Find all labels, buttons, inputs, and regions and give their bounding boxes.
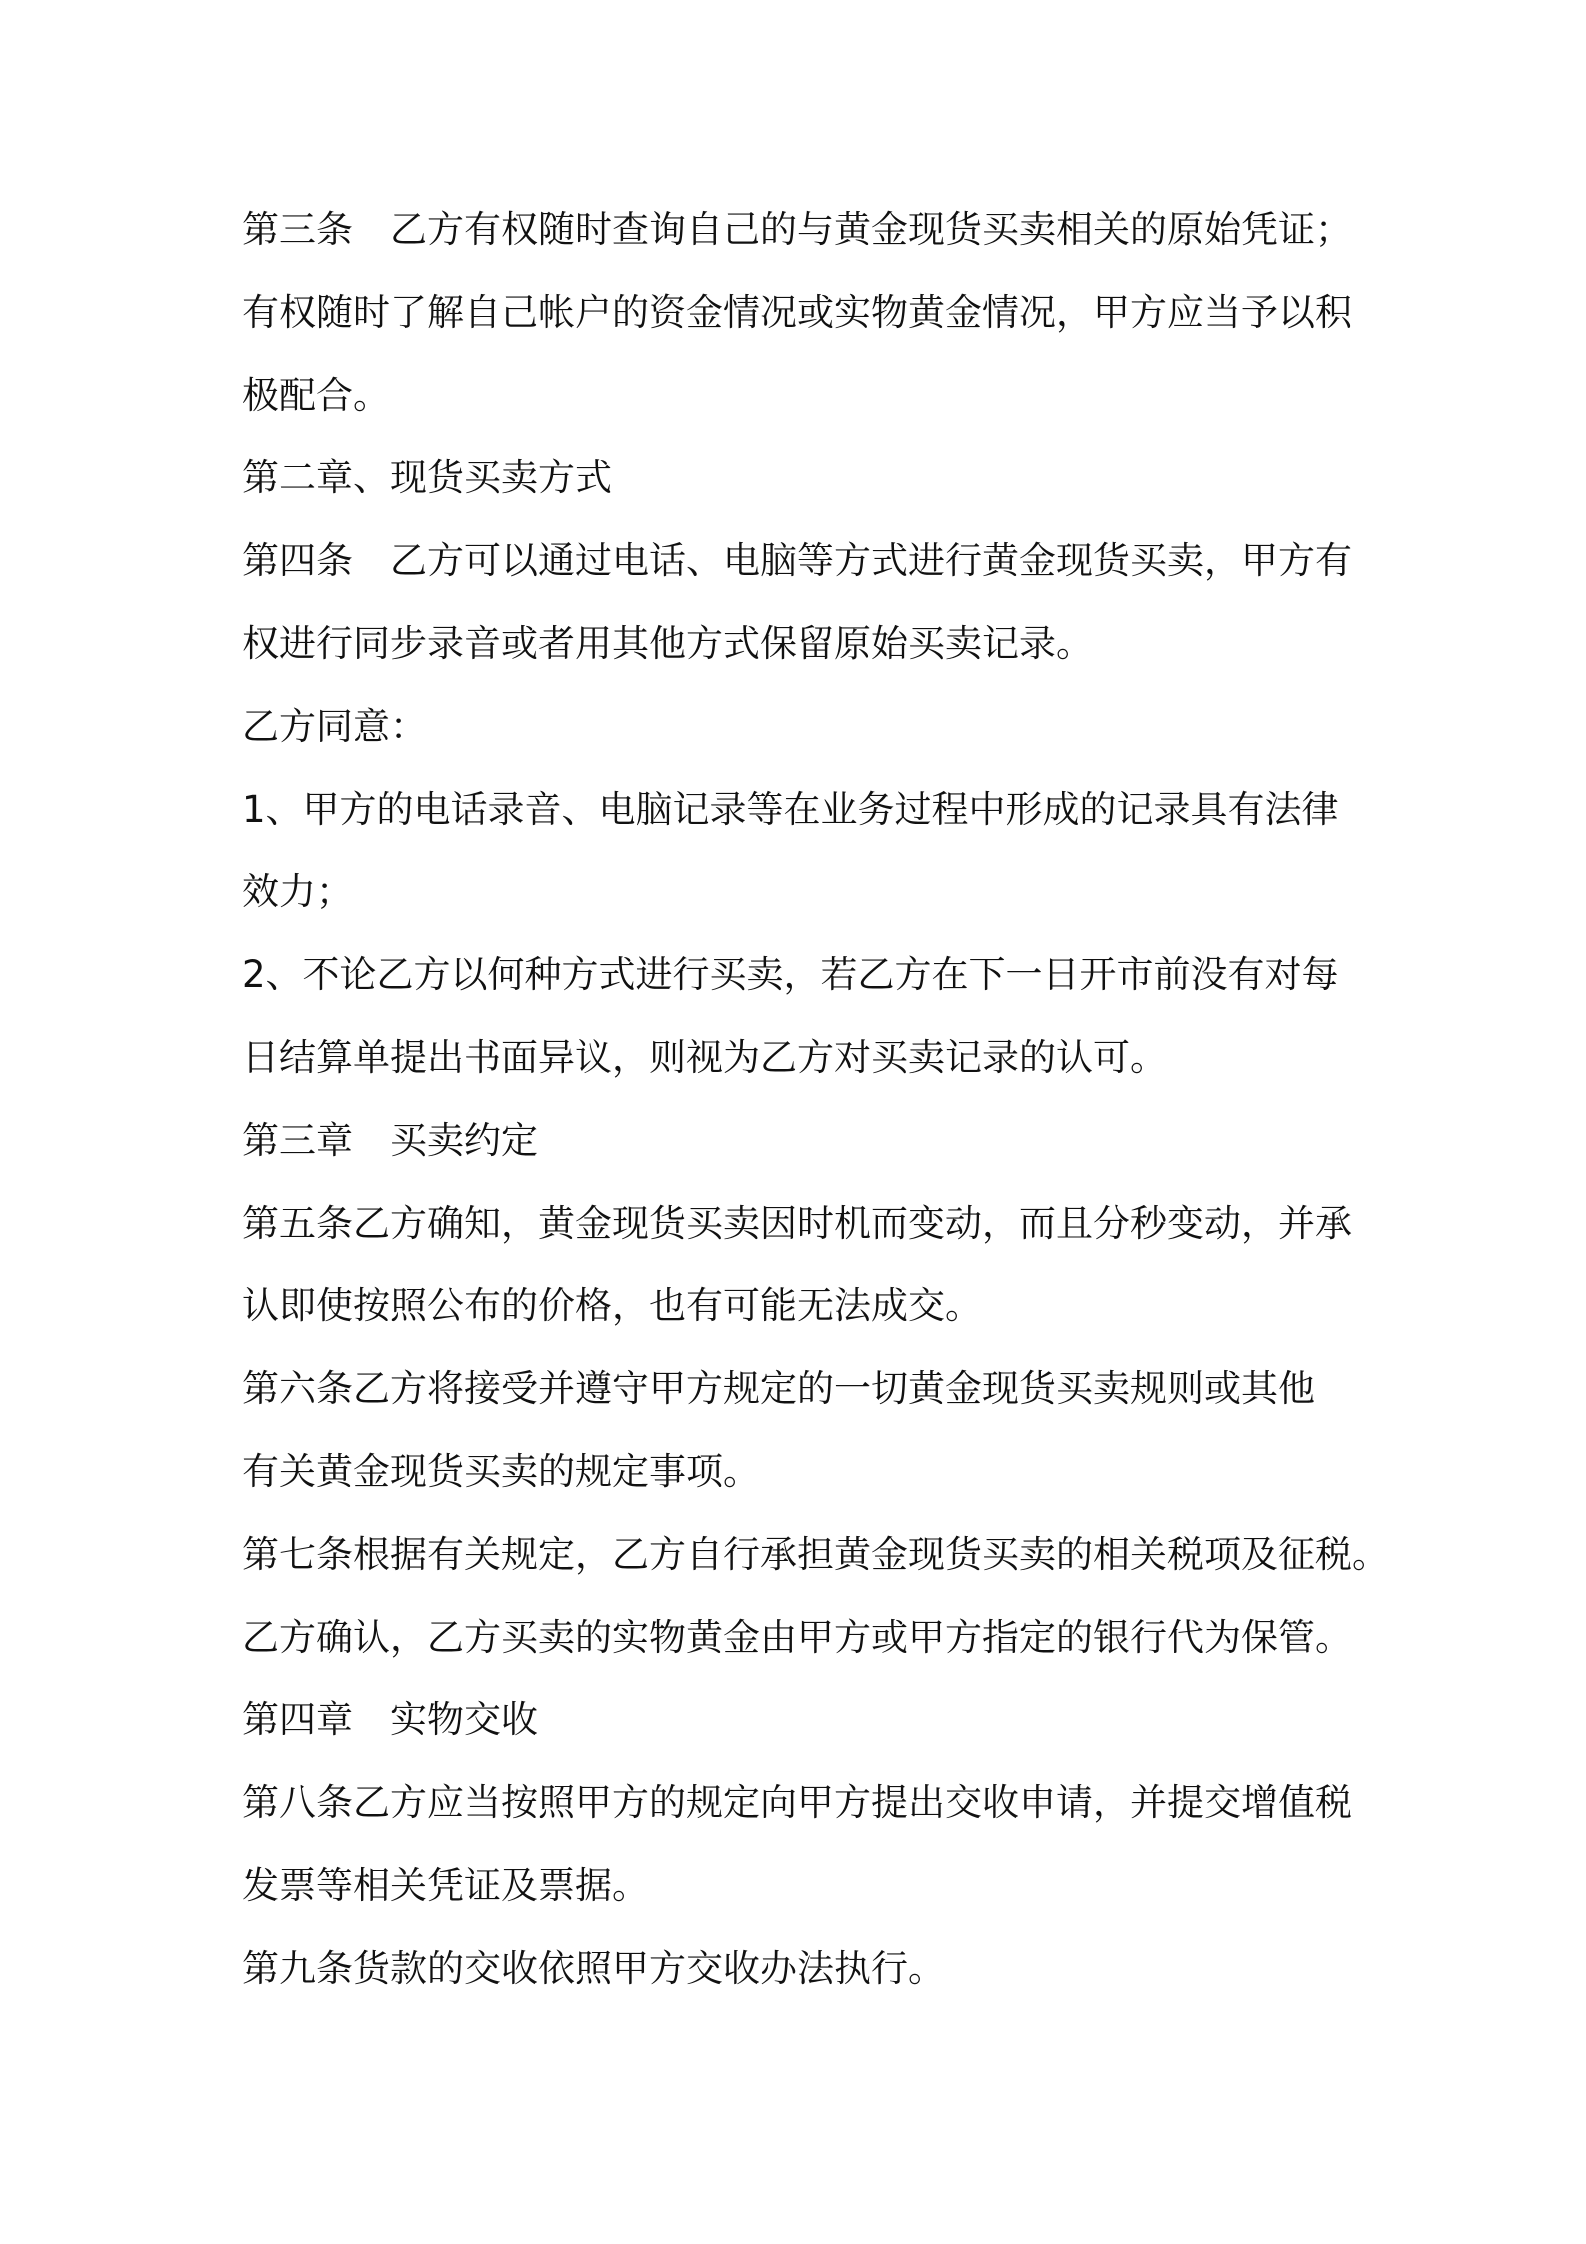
text-line: 乙方确认，乙方买卖的实物黄金由甲方或甲方指定的银行代为保管。: [242, 1616, 1352, 1659]
text-line: 2、不论乙方以何种方式进行买卖，若乙方在下一日开市前没有对每: [242, 953, 1339, 996]
text-line: 第六条乙方将接受并遵守甲方规定的一切黄金现货买卖规则或其他: [242, 1367, 1315, 1410]
text-line: 效力；: [242, 870, 353, 913]
text-line: 有权随时了解自己帐户的资金情况或实物黄金情况，甲方应当予以积: [242, 291, 1352, 334]
text-line: 乙方同意：: [242, 705, 427, 748]
text-line: 日结算单提出书面异议，则视为乙方对买卖记录的认可。: [242, 1036, 1167, 1079]
text-line: 1、甲方的电话录音、电脑记录等在业务过程中形成的记录具有法律: [242, 788, 1339, 831]
chapter-heading: 第四章 实物交收: [242, 1698, 538, 1741]
text-line: 第三条 乙方有权随时查询自己的与黄金现货买卖相关的原始凭证；: [242, 208, 1352, 251]
text-line: 极配合。: [242, 374, 390, 417]
text-line: 发票等相关凭证及票据。: [242, 1864, 649, 1907]
text-line: 第九条货款的交收依照甲方交收办法执行。: [242, 1947, 945, 1990]
text-line: 权进行同步录音或者用其他方式保留原始买卖记录。: [242, 622, 1093, 665]
text-line: 认即使按照公布的价格，也有可能无法成交。: [242, 1284, 982, 1327]
text-line: 第八条乙方应当按照甲方的规定向甲方提出交收申请，并提交增值税: [242, 1781, 1352, 1824]
text-line: 第五条乙方确知，黄金现货买卖因时机而变动，而且分秒变动，并承: [242, 1202, 1352, 1245]
chapter-heading: 第三章 买卖约定: [242, 1119, 538, 1162]
text-line: 第四条 乙方可以通过电话、电脑等方式进行黄金现货买卖，甲方有: [242, 539, 1352, 582]
text-line: 有关黄金现货买卖的规定事项。: [242, 1450, 760, 1493]
text-line: 第七条根据有关规定，乙方自行承担黄金现货买卖的相关税项及征税。: [242, 1533, 1389, 1576]
chapter-heading: 第二章、现货买卖方式: [242, 456, 612, 499]
